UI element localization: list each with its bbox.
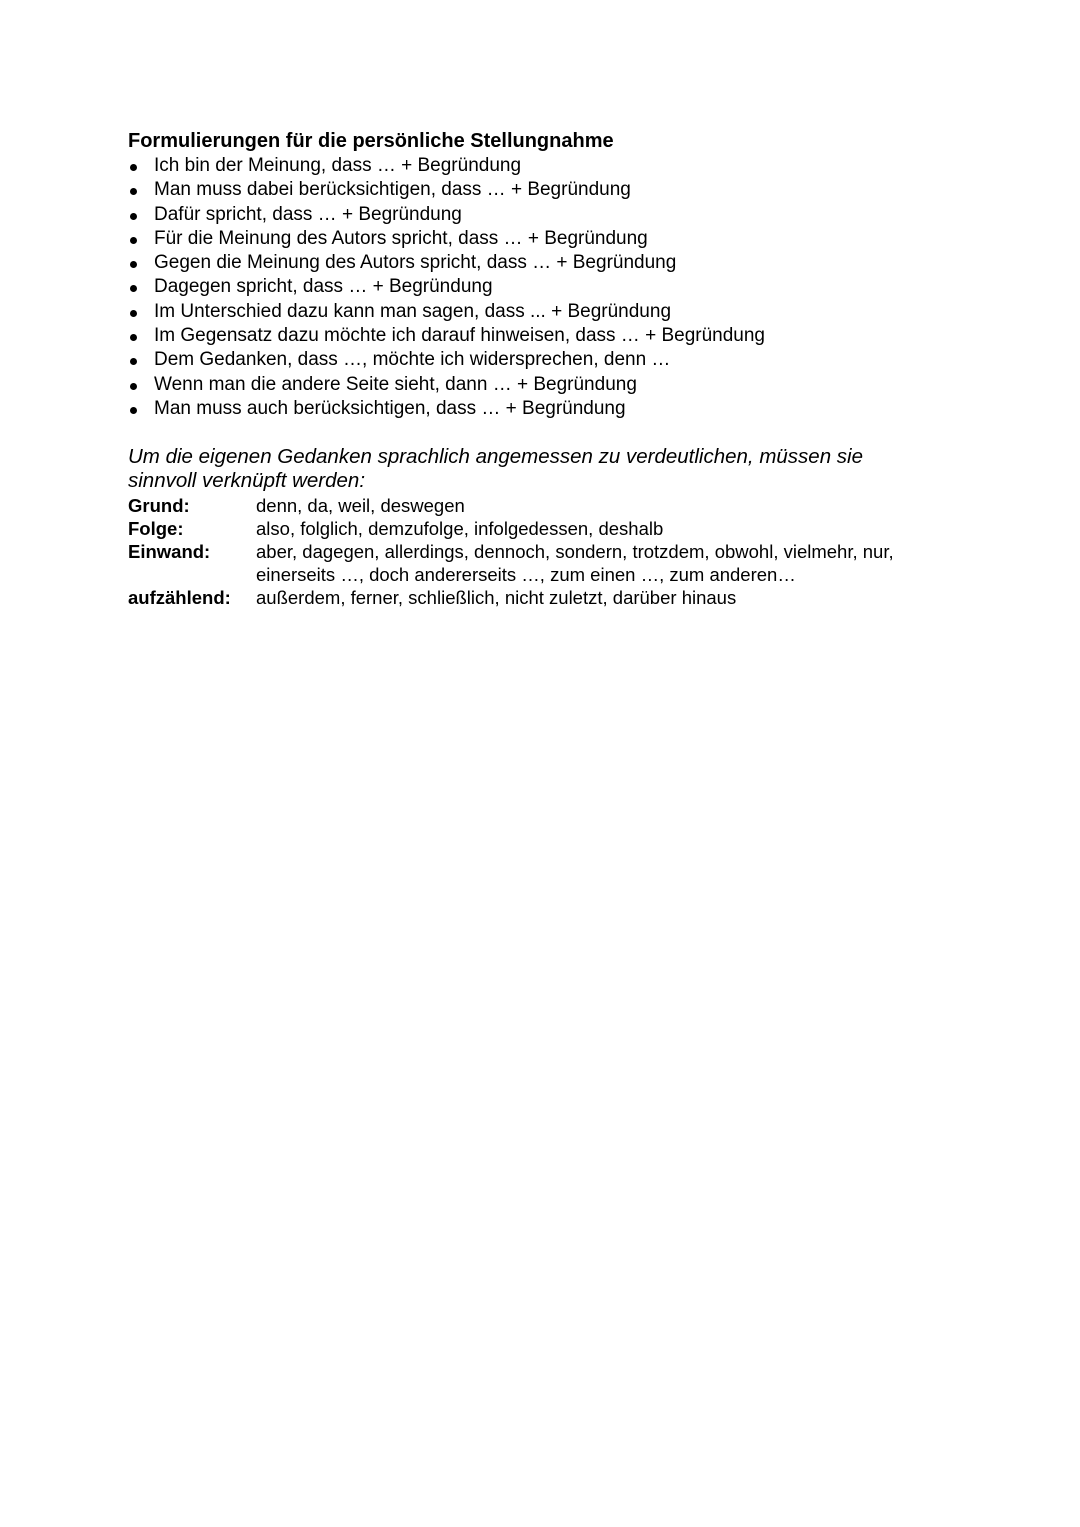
connector-table bbox=[128, 494, 958, 609]
phrase-text: Im Gegensatz dazu möchte ich darauf hinweisen, dass … + Begründung bbox=[154, 325, 765, 347]
bullet-icon bbox=[130, 188, 137, 195]
bullet-icon bbox=[130, 213, 137, 220]
list-item bbox=[128, 227, 958, 251]
phrase-text: Man muss auch berücksichtigen, dass … + Begründung bbox=[154, 397, 626, 419]
phrase-text: Man muss dabei berücksichtigen, dass … + Begründung bbox=[154, 179, 631, 201]
list-item bbox=[128, 251, 958, 275]
intro-paragraph: Um die eigenen Gedanken sprachlich angemessen zu verdeutlichen, müssen sie sinnvoll verknüpft werden: bbox=[128, 445, 864, 493]
connector-row-grund bbox=[128, 494, 958, 517]
document-title: Formulierungen für die persönliche Stellungnahme bbox=[128, 130, 614, 152]
bullet-icon bbox=[130, 383, 137, 390]
bullet-icon bbox=[130, 237, 137, 244]
phrase-text: Wenn man die andere Seite sieht, dann … + Begründung bbox=[154, 373, 637, 395]
document-page bbox=[128, 128, 958, 609]
list-item bbox=[128, 178, 958, 202]
list-item bbox=[128, 154, 958, 178]
bullet-icon bbox=[130, 285, 137, 292]
connector-words: außerdem, ferner, schließlich, nicht zuletzt, darüber hinaus bbox=[256, 587, 737, 609]
connector-label: Einwand: bbox=[128, 541, 211, 563]
connector-row-einwand bbox=[128, 540, 958, 586]
phrase-text: Gegen die Meinung des Autors spricht, dass … + Begründung bbox=[154, 252, 677, 274]
bullet-icon bbox=[130, 407, 137, 414]
list-item bbox=[128, 348, 958, 372]
phrase-text: Ich bin der Meinung, dass … + Begründung bbox=[154, 155, 522, 176]
bullet-icon bbox=[130, 310, 137, 317]
connector-words: aber, dagegen, allerdings, dennoch, sondern, trotzdem, obwohl, vielmehr, nur, einerseits …, doch andererseits …, zum einen …, zum anderen… bbox=[256, 541, 894, 586]
list-item bbox=[128, 373, 958, 397]
phrase-text: Dagegen spricht, dass … + Begründung bbox=[154, 276, 493, 298]
connector-label: Folge: bbox=[128, 518, 184, 540]
bullet-icon bbox=[130, 358, 137, 365]
phrase-text: Dem Gedanken, dass …, möchte ich widersprechen, denn … bbox=[154, 349, 671, 371]
phrase-list bbox=[128, 154, 958, 421]
list-item bbox=[128, 203, 958, 227]
connector-words: also, folglich, demzufolge, infolgedessen, deshalb bbox=[256, 518, 664, 540]
bullet-icon bbox=[130, 334, 137, 341]
connector-label: aufzählend: bbox=[128, 587, 231, 609]
list-item bbox=[128, 397, 958, 421]
connector-row-folge bbox=[128, 517, 958, 540]
list-item bbox=[128, 324, 958, 348]
connector-label: Grund: bbox=[128, 495, 190, 517]
bullet-icon bbox=[130, 261, 137, 268]
phrase-text: Im Unterschied dazu kann man sagen, dass ... + Begründung bbox=[154, 300, 672, 322]
phrase-text: Dafür spricht, dass … + Begründung bbox=[154, 203, 462, 225]
bullet-icon bbox=[130, 164, 137, 171]
connector-row-aufzaehlend bbox=[128, 586, 958, 609]
list-item bbox=[128, 275, 958, 299]
list-item bbox=[128, 300, 958, 324]
phrase-text: Für die Meinung des Autors spricht, dass … + Begründung bbox=[154, 227, 648, 249]
connector-words: denn, da, weil, deswegen bbox=[256, 495, 465, 517]
